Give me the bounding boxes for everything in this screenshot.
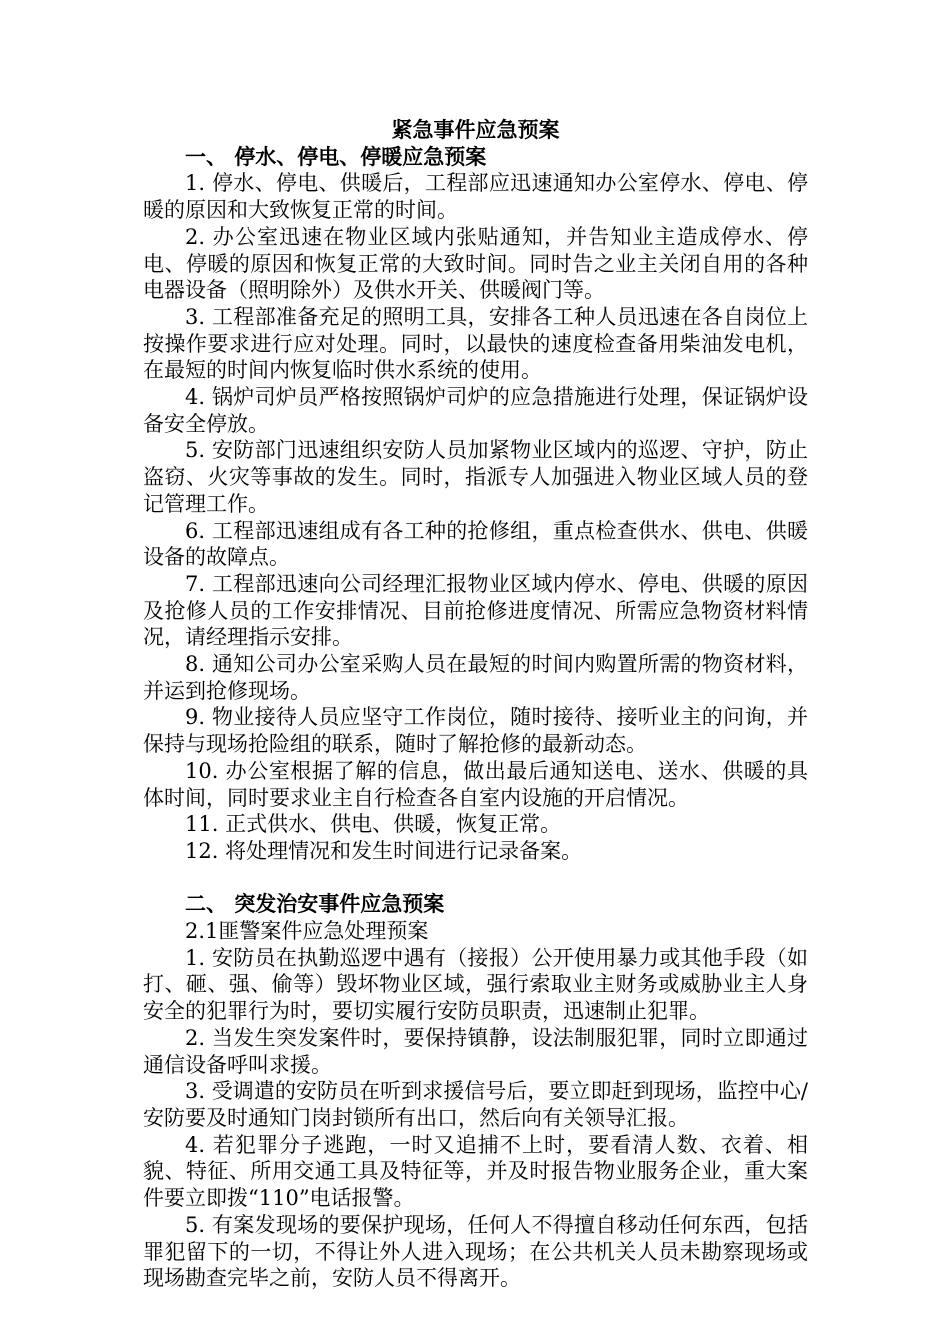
- section-2-list: [143, 945, 808, 1292]
- section-1-item: 2. 办公室迅速在物业区域内张贴通知，并告知业主造成停水、停电、停暖的原因和恢复正常的大致时间。同时告之业主关闭自用的各种电器设备（照明除外）及供水开关、供暖阀门等。: [143, 224, 808, 303]
- document-body: [143, 117, 808, 1292]
- section-2-item: 4. 若犯罪分子逃跑，一时又追捕不上时，要看清人数、衣着、相貌、特征、所用交通工具及特征等，并及时报告物业服务企业，重大案件要立即拨“110”电话报警。: [143, 1132, 808, 1211]
- section-2-item: 3. 受调遣的安防员在听到求援信号后，要立即赶到现场，监控中心/安防要及时通知门岗封锁所有出口，然后向有关领导汇报。: [143, 1079, 808, 1130]
- section-1-item: 3. 工程部准备充足的照明工具，安排各工种人员迅速在各自岗位上按操作要求进行应对处理。同时，以最快的速度检查备用柴油发电机，在最短的时间内恢复临时供水系统的使用。: [143, 304, 808, 383]
- section-1-item: 5. 安防部门迅速组织安防人员加紧物业区域内的巡逻、守护，防止盗窃、火灾等事故的发生。同时，指派专人加强进入物业区域人员的登记管理工作。: [143, 438, 808, 516]
- section-2-item: 2. 当发生突发案件时，要保持镇静，设法制服犯罪，同时立即通过通信设备呼叫求援。: [143, 1025, 808, 1077]
- section-1-list: [143, 170, 808, 864]
- document-title: 紧急事件应急预案: [391, 118, 560, 142]
- section-1-item: 8. 通知公司办公室采购人员在最短的时间内购置所需的物资材料，并运到抢修现场。: [143, 652, 808, 703]
- section-1-item: 1. 停水、停电、供暖后，工程部应迅速通知办公室停水、停电、停暖的原因和大致恢复正常的时间。: [143, 171, 808, 223]
- section-1-item: 9. 物业接待人员应坚守工作岗位，随时接待、接听业主的问询，并保持与现场抢险组的联系，随时了解抢修的最新动态。: [143, 705, 808, 757]
- section-1-item: 12. 将处理情况和发生时间进行记录备案。: [185, 838, 583, 863]
- section-1-item: 10. 办公室根据了解的信息，做出最后通知送电、送水、供暖的具体时间，同时要求业主自行检查各自室内设施的开启情况。: [143, 758, 808, 810]
- section-2-item: 1. 安防员在执勤巡逻中遇有（接报）公开使用暴力或其他手段（如打、砸、强、偷等）毁坏物业区域，强行索取业主财务或威胁业主人身安全的犯罪行为时，要切实履行安防员职责，迅速制止犯罪。: [143, 945, 808, 1024]
- section-1-item: 4. 锅炉司炉员严格按照锅炉司炉的应急措施进行处理，保证锅炉设备安全停放。: [143, 385, 808, 436]
- section-1-item: 11. 正式供水、供电、供暖，恢复正常。: [185, 812, 562, 837]
- section-1-item: 6. 工程部迅速组成有各工种的抢修组，重点检查供水、供电、供暖设备的故障点。: [143, 518, 808, 570]
- section-1-heading: 一、 停水、停电、停暖应急预案: [185, 144, 487, 169]
- section-2-item: 5. 有案发现场的要保护现场，任何人不得擅自移动任何东西，包括罪犯留下的一切，不得让外人进入现场；在公共机关人员未勘察现场或现场勘查完毕之前，安防人员不得离开。: [143, 1212, 808, 1291]
- section-1-item: 7. 工程部迅速向公司经理汇报物业区域内停水、停电、供暖的原因及抢修人员的工作安排情况、目前抢修进度情况、所需应急物资材料情况，请经理指示安排。: [143, 571, 808, 650]
- section-2-subheading: 2.1匪警案件应急处理预案: [185, 919, 429, 944]
- section-2-heading: 二、 突发治安事件应急预案: [185, 892, 445, 917]
- section-spacer: [143, 865, 808, 892]
